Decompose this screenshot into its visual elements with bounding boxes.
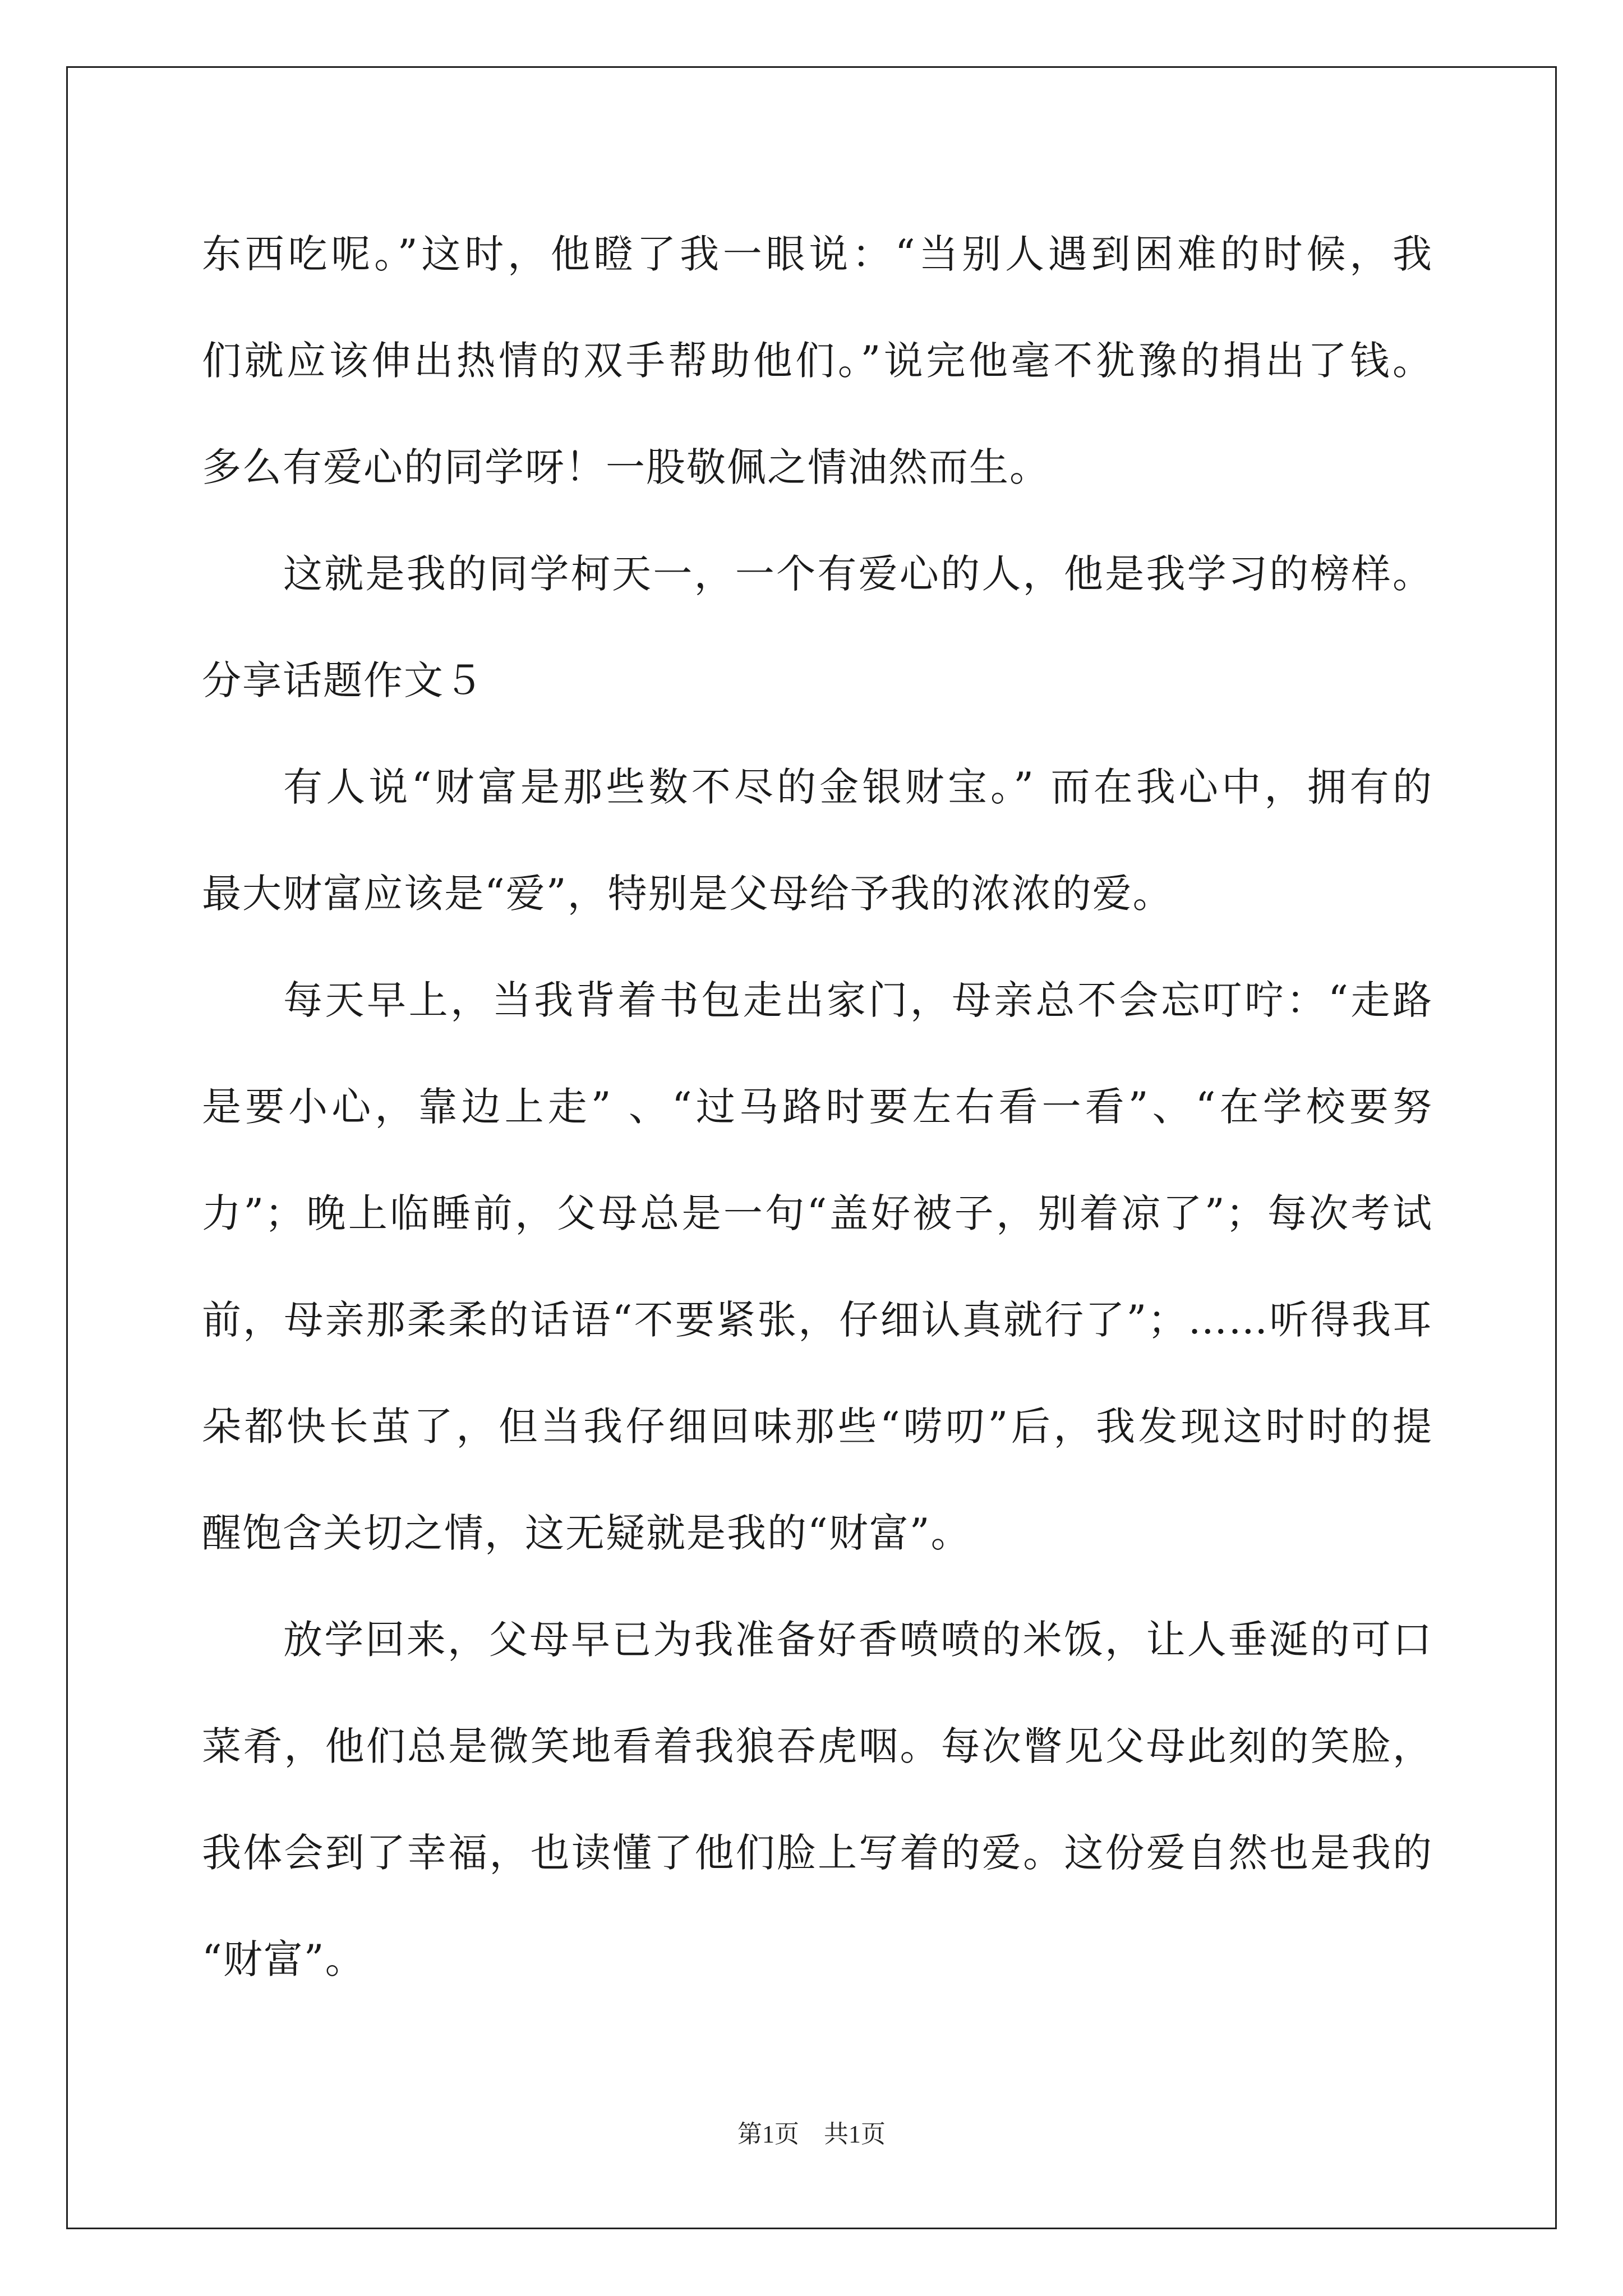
text-line: 力”；晚上临睡前，父母总是一句“盖好被子，别着凉了”；每次考试 [202,1190,1433,1236]
text-line: 放学回来，父母早已为我准备好香喷喷的米饭，让人垂涎的可口 [283,1617,1433,1663]
text-line: “财富”。 [202,1936,366,1982]
text-line: 有人说“财富是那些数不尽的金银财宝。” 而在我心中，拥有的 [283,764,1433,810]
page-border [66,66,1557,2229]
text-line: 朵都快长茧了，但当我仔细回味那些“唠叨”后，我发现这时时的提 [202,1404,1433,1450]
text-line: 每天早上，当我背着书包走出家门，母亲总不会忘叮咛：“走路 [283,977,1433,1023]
text-line: 东西吃呢。”这时，他瞪了我一眼说：“当别人遇到困难的时候，我 [202,231,1433,277]
text-line: 们就应该伸出热情的双手帮助他们。”说完他毫不犹豫的捐出了钱。 [202,338,1433,384]
text-line: 最大财富应该是“爱”，特别是父母给予我的浓浓的爱。 [202,871,1173,917]
text-line: 醒饱含关切之情，这无疑就是我的“财富”。 [202,1510,971,1556]
section-heading: 分享话题作文５ [202,657,485,703]
text-line: 前，母亲那柔柔的话语“不要紧张，仔细认真就行了”；……听得我耳 [202,1297,1433,1343]
text-line: 菜肴，他们总是微笑地看着我狼吞虎咽。每次瞥见父母此刻的笑脸， [202,1723,1433,1769]
page-number-footer: 第1页 共1页 [737,2120,886,2148]
text-line: 是要小心，靠边上走” 、“过马路时要左右看一看”、“在学校要努 [202,1084,1433,1130]
text-line: 多么有爱心的同学呀！一股敬佩之情油然而生。 [202,444,1050,490]
text-line: 我体会到了幸福，也读懂了他们脸上写着的爱。这份爱自然也是我的 [202,1830,1433,1876]
text-line: 这就是我的同学柯天一，一个有爱心的人，他是我学习的榜样。 [283,551,1433,597]
